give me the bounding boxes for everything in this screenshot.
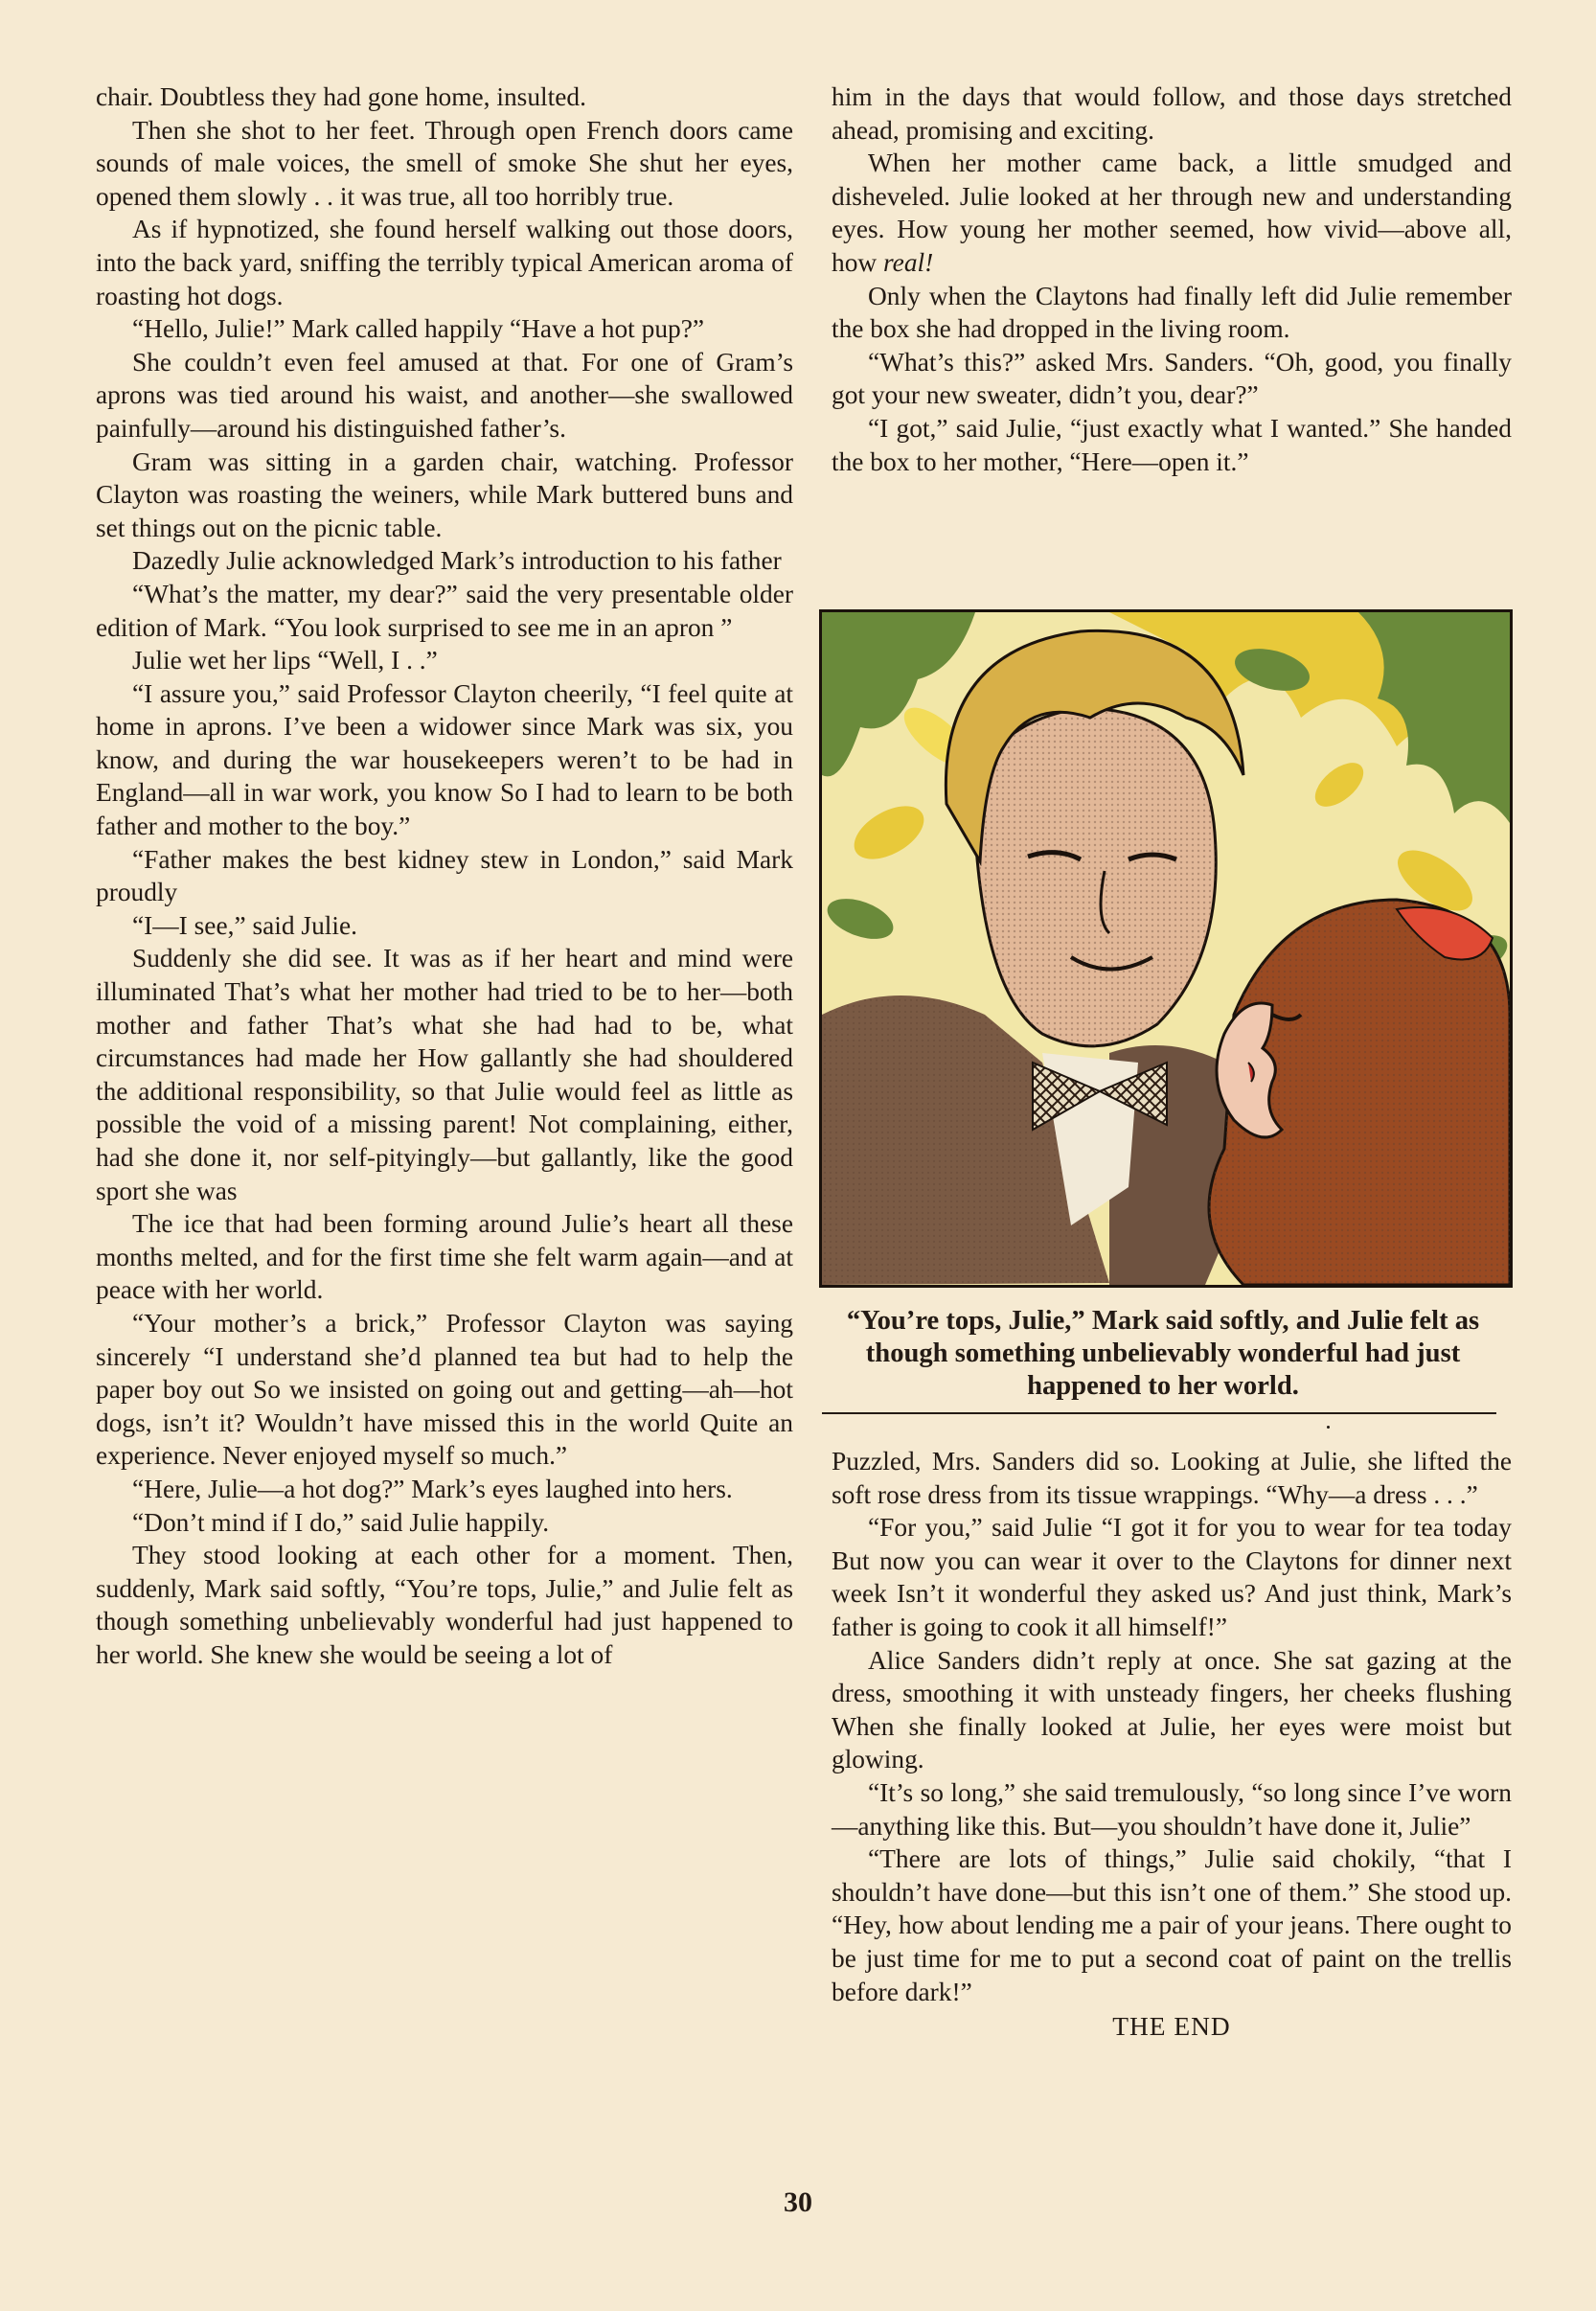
paragraph: “Hello, Julie!” Mark called happily “Have a hot pup?”: [132, 314, 705, 344]
paragraph: “I got,” said Julie, “just exactly what I wanted.” She handed the box to her mother, “Here—open it.”: [832, 413, 1512, 476]
paragraph: “Your mother’s a brick,” Professor Clayton was saying sincerely “I understand she’d planned tea but had to help the paper boy out So we insisted on going out and getting—ah—hot dogs, isn’t it? Wouldn’t have missed this in the world Quite an experience. Never enjoyed myself so much.”: [96, 1308, 793, 1471]
paragraph: Puzzled, Mrs. Sanders did so. Looking at Julie, she lifted the soft rose dress from its tissue wrappings. “Why—a dress . . .”: [832, 1447, 1512, 1509]
paragraph: Dazedly Julie acknowledged Mark’s introduction to his father: [132, 546, 782, 576]
paragraph: “What’s the matter, my dear?” said the very presentable older edition of Mark. “You look surprised to see me in an apron ”: [96, 579, 793, 642]
paragraph: They stood looking at each other for a moment. Then, suddenly, Mark said softly, “You’re tops, Julie,” and Julie felt as though something unbelievably wonderful had just happened to her world. She knew she would be seeing a lot of: [96, 1541, 793, 1669]
paragraph: “It’s so long,” she said tremulously, “so long since I’ve worn—anything like this. But—you shouldn’t have done it, Julie”: [832, 1777, 1512, 1841]
paragraph: Alice Sanders didn’t reply at once. She sat gazing at the dress, smoothing it with unsteady fingers, her cheeks flushing When she finally looked at Julie, her eyes were moist but glowing.: [832, 1645, 1512, 1774]
right-column-bottom: [832, 1445, 1512, 2044]
emphasis-word: real!: [883, 247, 934, 277]
comic-illustration-panel: [819, 609, 1513, 1288]
paragraph: “Father makes the best kidney stew in London,” said Mark proudly: [96, 844, 793, 907]
caption-divider: [822, 1412, 1496, 1414]
paragraph: Suddenly she did see. It was as if her heart and mind were illuminated That’s what her mother had tried to be to her—both mother and father That’s what she had had to be, what circumstances had made her How gallantly she had shouldered the additional responsibility, so that Julie would feel as little as possible the void of a missing parent! Not complaining, either, had she done it, nor self-pityingly—but gallantly, like the good sport she was: [96, 944, 793, 1205]
paragraph: [832, 147, 1512, 279]
paragraph: “What’s this?” asked Mrs. Sanders. “Oh, good, you finally got your new sweater, didn’t you, dear?”: [832, 347, 1512, 410]
panel-caption: “You’re tops, Julie,” Mark said softly, and Julie felt as though something unbelievably wonderful had just happened to her world.: [846, 1306, 1480, 1401]
paragraph: chair. Doubtless they had gone home, insulted.: [96, 82, 586, 111]
paragraph: The ice that had been forming around Julie’s heart all these months melted, and for the first time she felt warm again—and at peace with her world.: [96, 1209, 793, 1305]
the-end: THE END: [1112, 2012, 1231, 2042]
paragraph: As if hypnotized, she found herself walking out those doors, into the back yard, sniffing the terribly typical American aroma of roasting hot dogs.: [96, 215, 793, 310]
paragraph: Then she shot to her feet. Through open French doors came sounds of male voices, the smell of smoke She shut her eyes, opened them slowly . . it was true, all too horribly true.: [96, 115, 793, 211]
paragraph: “I assure you,” said Professor Clayton cheerily, “I feel quite at home in aprons. I’ve been a widower since Mark was six, you know, and during the war housekeepers weren’t to be had in England—all in war work, you know So I had to learn to be both father and mother to the boy.”: [96, 678, 793, 841]
right-column-top: [832, 80, 1512, 478]
left-column: [96, 80, 793, 1672]
paragraph: “There are lots of things,” Julie said chokily, “that I shouldn’t have done—but this isn’t one of them.” She stood up. “Hey, how about lending me a pair of your jeans. There ought to be just time for me to put a second coat of paint on the trellis before dark!”: [832, 1844, 1512, 2006]
paragraph: Julie wet her lips “Well, I . .”: [132, 646, 438, 675]
paragraph: Gram was sitting in a garden chair, watching. Professor Clayton was roasting the weiners, while Mark buttered buns and set things out on the picnic table.: [96, 446, 793, 542]
paragraph: “Here, Julie—a hot dog?” Mark’s eyes laughed into hers.: [132, 1474, 733, 1503]
paragraph: “Don’t mind if I do,” said Julie happily.: [132, 1507, 550, 1537]
paragraph: “I—I see,” said Julie.: [132, 910, 358, 940]
paragraph: “For you,” said Julie “I got it for you to wear for tea today But now you can wear it over to the Claytons for dinner next week Isn’t it wonderful they asked us? And just think, Mark’s father is going to cook it all himself!”: [832, 1513, 1512, 1641]
illustration-mark-and-julie: [822, 612, 1510, 1285]
page-number: 30: [784, 2186, 812, 2218]
divider-dot: [1327, 1426, 1330, 1429]
paragraph: him in the days that would follow, and those days stretched ahead, promising and exciting.: [832, 82, 1512, 145]
paragraph: She couldn’t even feel amused at that. For one of Gram’s aprons was tied around his waist, and another—she swallowed painfully—around his distinguished father’s.: [96, 347, 793, 443]
paragraph: Only when the Claytons had finally left did Julie remember the box she had dropped in the living room.: [832, 281, 1512, 344]
paragraph-text: When her mother came back, a little smudged and disheveled. Julie looked at her through new and understanding eyes. How young her mother seemed, how vivid—above all, how: [832, 149, 1512, 277]
